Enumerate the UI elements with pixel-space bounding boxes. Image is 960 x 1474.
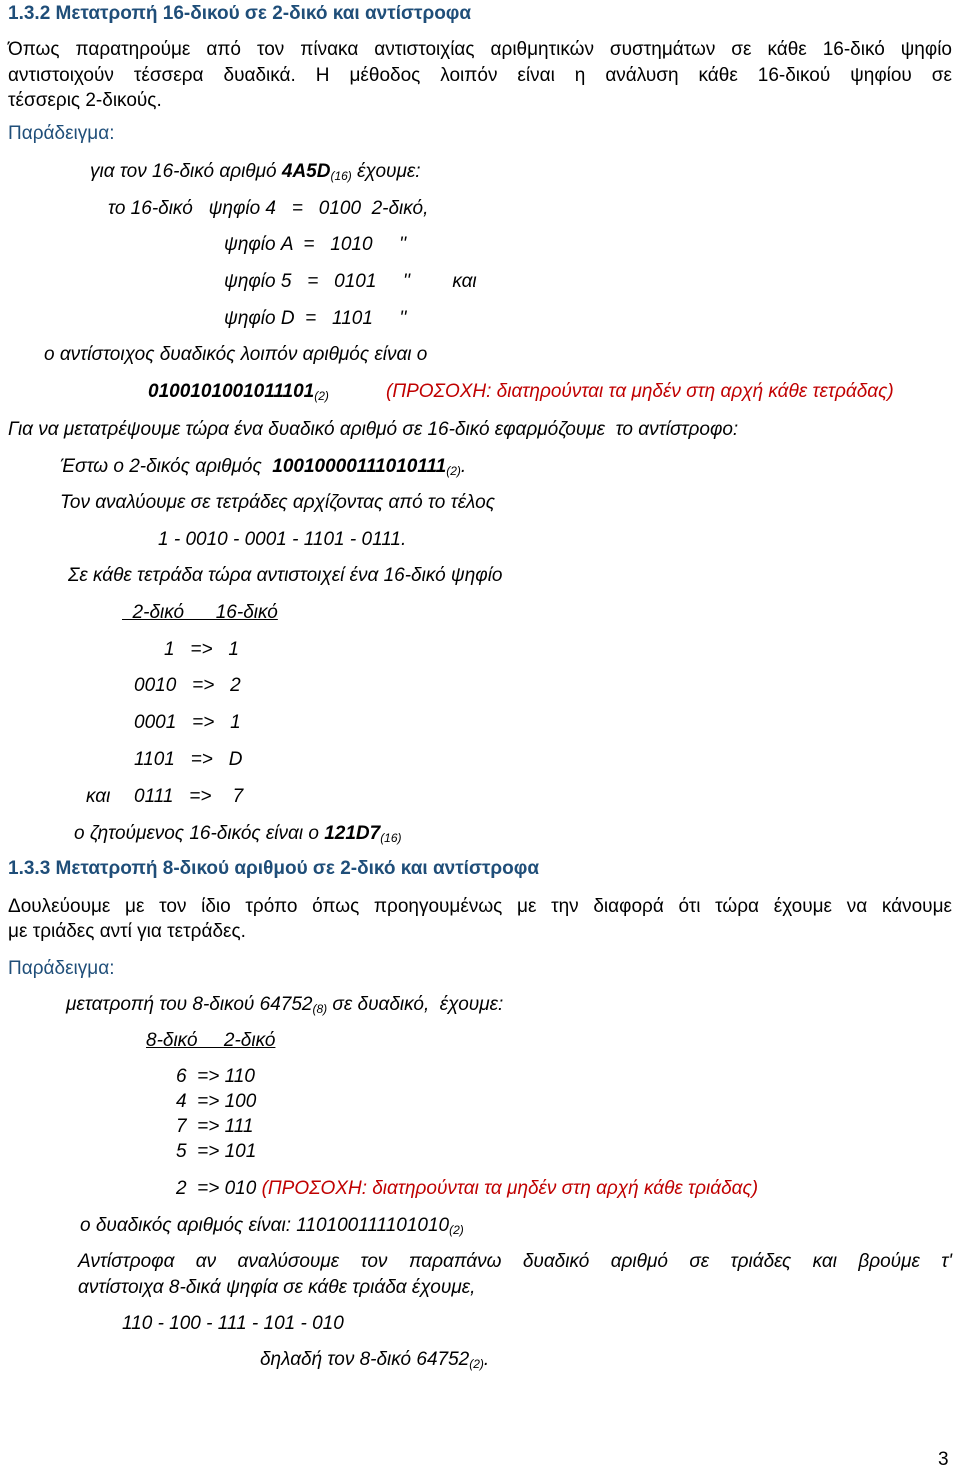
reverse-line-1: Αντίστροφα αν αναλύσουμε τον παραπάνω δυαδικό αριθμό σε τριάδες και βρούμε τ' — [78, 1251, 952, 1272]
result-note: (ΠΡΟΣΟΧΗ: διατηρούνται τα μηδέν στη αρχή κάθε τετράδας) — [386, 381, 894, 402]
hex-table-row: 0010 => 2 — [134, 675, 241, 696]
hex-table-row: 0111 => 7 — [134, 786, 244, 807]
octal-table-row: 5 => 101 — [176, 1141, 257, 1162]
section-heading-133: 1.3.3 Μετατροπή 8-δικού αριθμού σε 2-δικό και αντίστροφα — [8, 858, 540, 879]
octal-table-row: 7 => 111 — [176, 1116, 254, 1137]
digit-row-2: ψηφίο A = 1010 '' — [224, 234, 407, 255]
example-label: Παράδειγμα: — [8, 123, 115, 144]
digit-row-4: ψηφίο D = 1101 '' — [224, 308, 407, 329]
final-octal: δηλαδή τον 8-δικό $64752_{(2)}$. — [260, 1349, 490, 1371]
octal-statement: μετατροπή του 8-δικού $64752_{(8)}$ σε δυαδικό, έχουμε: — [66, 994, 504, 1016]
intro-line-3: τέσσερις 2-δικούς. — [8, 90, 162, 111]
triads-line: 110 - 100 - 111 - 101 - 010 — [122, 1313, 344, 1334]
digit-row-1: το 16-δικό ψηφίο 4 = 0100 2-δικό, — [108, 198, 429, 219]
split-text: Τον αναλύουμε σε τετράδες αρχίζοντας από το τέλος — [60, 492, 495, 513]
hex-number: 4A5D — [281, 161, 331, 182]
each-text: Σε κάθε τετράδα τώρα αντιστοιχεί ένα 16-δικό ψηφίο — [68, 565, 503, 586]
result-binary: $0100101001011101_{(2)}$ — [148, 381, 329, 403]
hex-table-row: 0001 => 1 — [134, 712, 241, 733]
page-number: 3 — [938, 1449, 949, 1470]
octal-table-header: 8-δικό 2-δικό — [146, 1030, 276, 1051]
intro-line-2: με τριάδες αντί για τετράδες. — [8, 921, 246, 942]
octal-table-row: 6 => 110 — [176, 1066, 255, 1087]
example-statement: για τον 16-δικό αριθμό $4A5D_{(16)}$ έχουμε: — [90, 161, 421, 183]
binary-number: 10010000111010111 — [272, 456, 447, 477]
hex-table-row: 1 => 1 — [164, 639, 239, 660]
result-text: ο αντίστοιχος δυαδικός λοιπόν αριθμός είναι ο — [44, 344, 428, 365]
octal-table-row: 4 => 100 — [176, 1091, 257, 1112]
final-result: ο ζητούμενος 16-δικός είναι ο $121D7_{(16)}$ — [74, 823, 402, 845]
intro-line-1: Όπως παρατηρούμε από τον πίνακα αντιστοιχίας αριθμητικών συστημάτων σε κάθε 16-δικό ψηφίο — [8, 39, 952, 60]
octal-note: (ΠΡΟΣΟΧΗ: διατηρούνται τα μηδέν στη αρχή κάθε τριάδας) — [256, 1178, 759, 1199]
binary-result: ο δυαδικός αριθμός είναι: $110100111101010_{(2)}$ — [80, 1215, 464, 1237]
section-heading-132: 1.3.2 Μετατροπή 16-δικού σε 2-δικό και αντίστροφα — [8, 3, 472, 24]
reverse-intro: Για να μετατρέψουμε τώρα ένα δυαδικό αριθμό σε 16-δικό εφαρμόζουμε το αντίστροφο: — [8, 419, 739, 440]
digit-row-3: ψηφίο 5 = 0101 '' και — [224, 271, 477, 292]
octal-table-row: 2 => 010 (ΠΡΟΣΟΧΗ: διατηρούνται τα μηδέν στη αρχή κάθε τριάδας) — [176, 1178, 759, 1199]
reverse-line-2: αντίστοιχα 8-δικά ψηφία σε κάθε τριάδα έχουμε, — [78, 1277, 476, 1298]
binary-statement: Έστω ο 2-δικός αριθμός $10010000111010111_{(2)}$. — [60, 456, 467, 478]
groups-line: 1 - 0010 - 0001 - 1101 - 0111. — [158, 529, 407, 550]
intro-line-2: αντιστοιχούν τέσσερα δυαδικά. Η μέθοδος λοιπόν είναι η ανάλυση κάθε 16-δικού ψηφίου σε — [8, 65, 952, 86]
intro-line-1: Δουλεύουμε με τον ίδιο τρόπο όπως προηγουμένως με την διαφορά ότι τώρα έχουμε να κάνουμε — [8, 896, 952, 917]
example-label: Παράδειγμα: — [8, 958, 115, 979]
hex-table-and: και — [86, 786, 111, 807]
hex-table-row: 1101 => D — [134, 749, 243, 770]
hex-table-header: 2-δικό 16-δικό — [122, 602, 278, 623]
